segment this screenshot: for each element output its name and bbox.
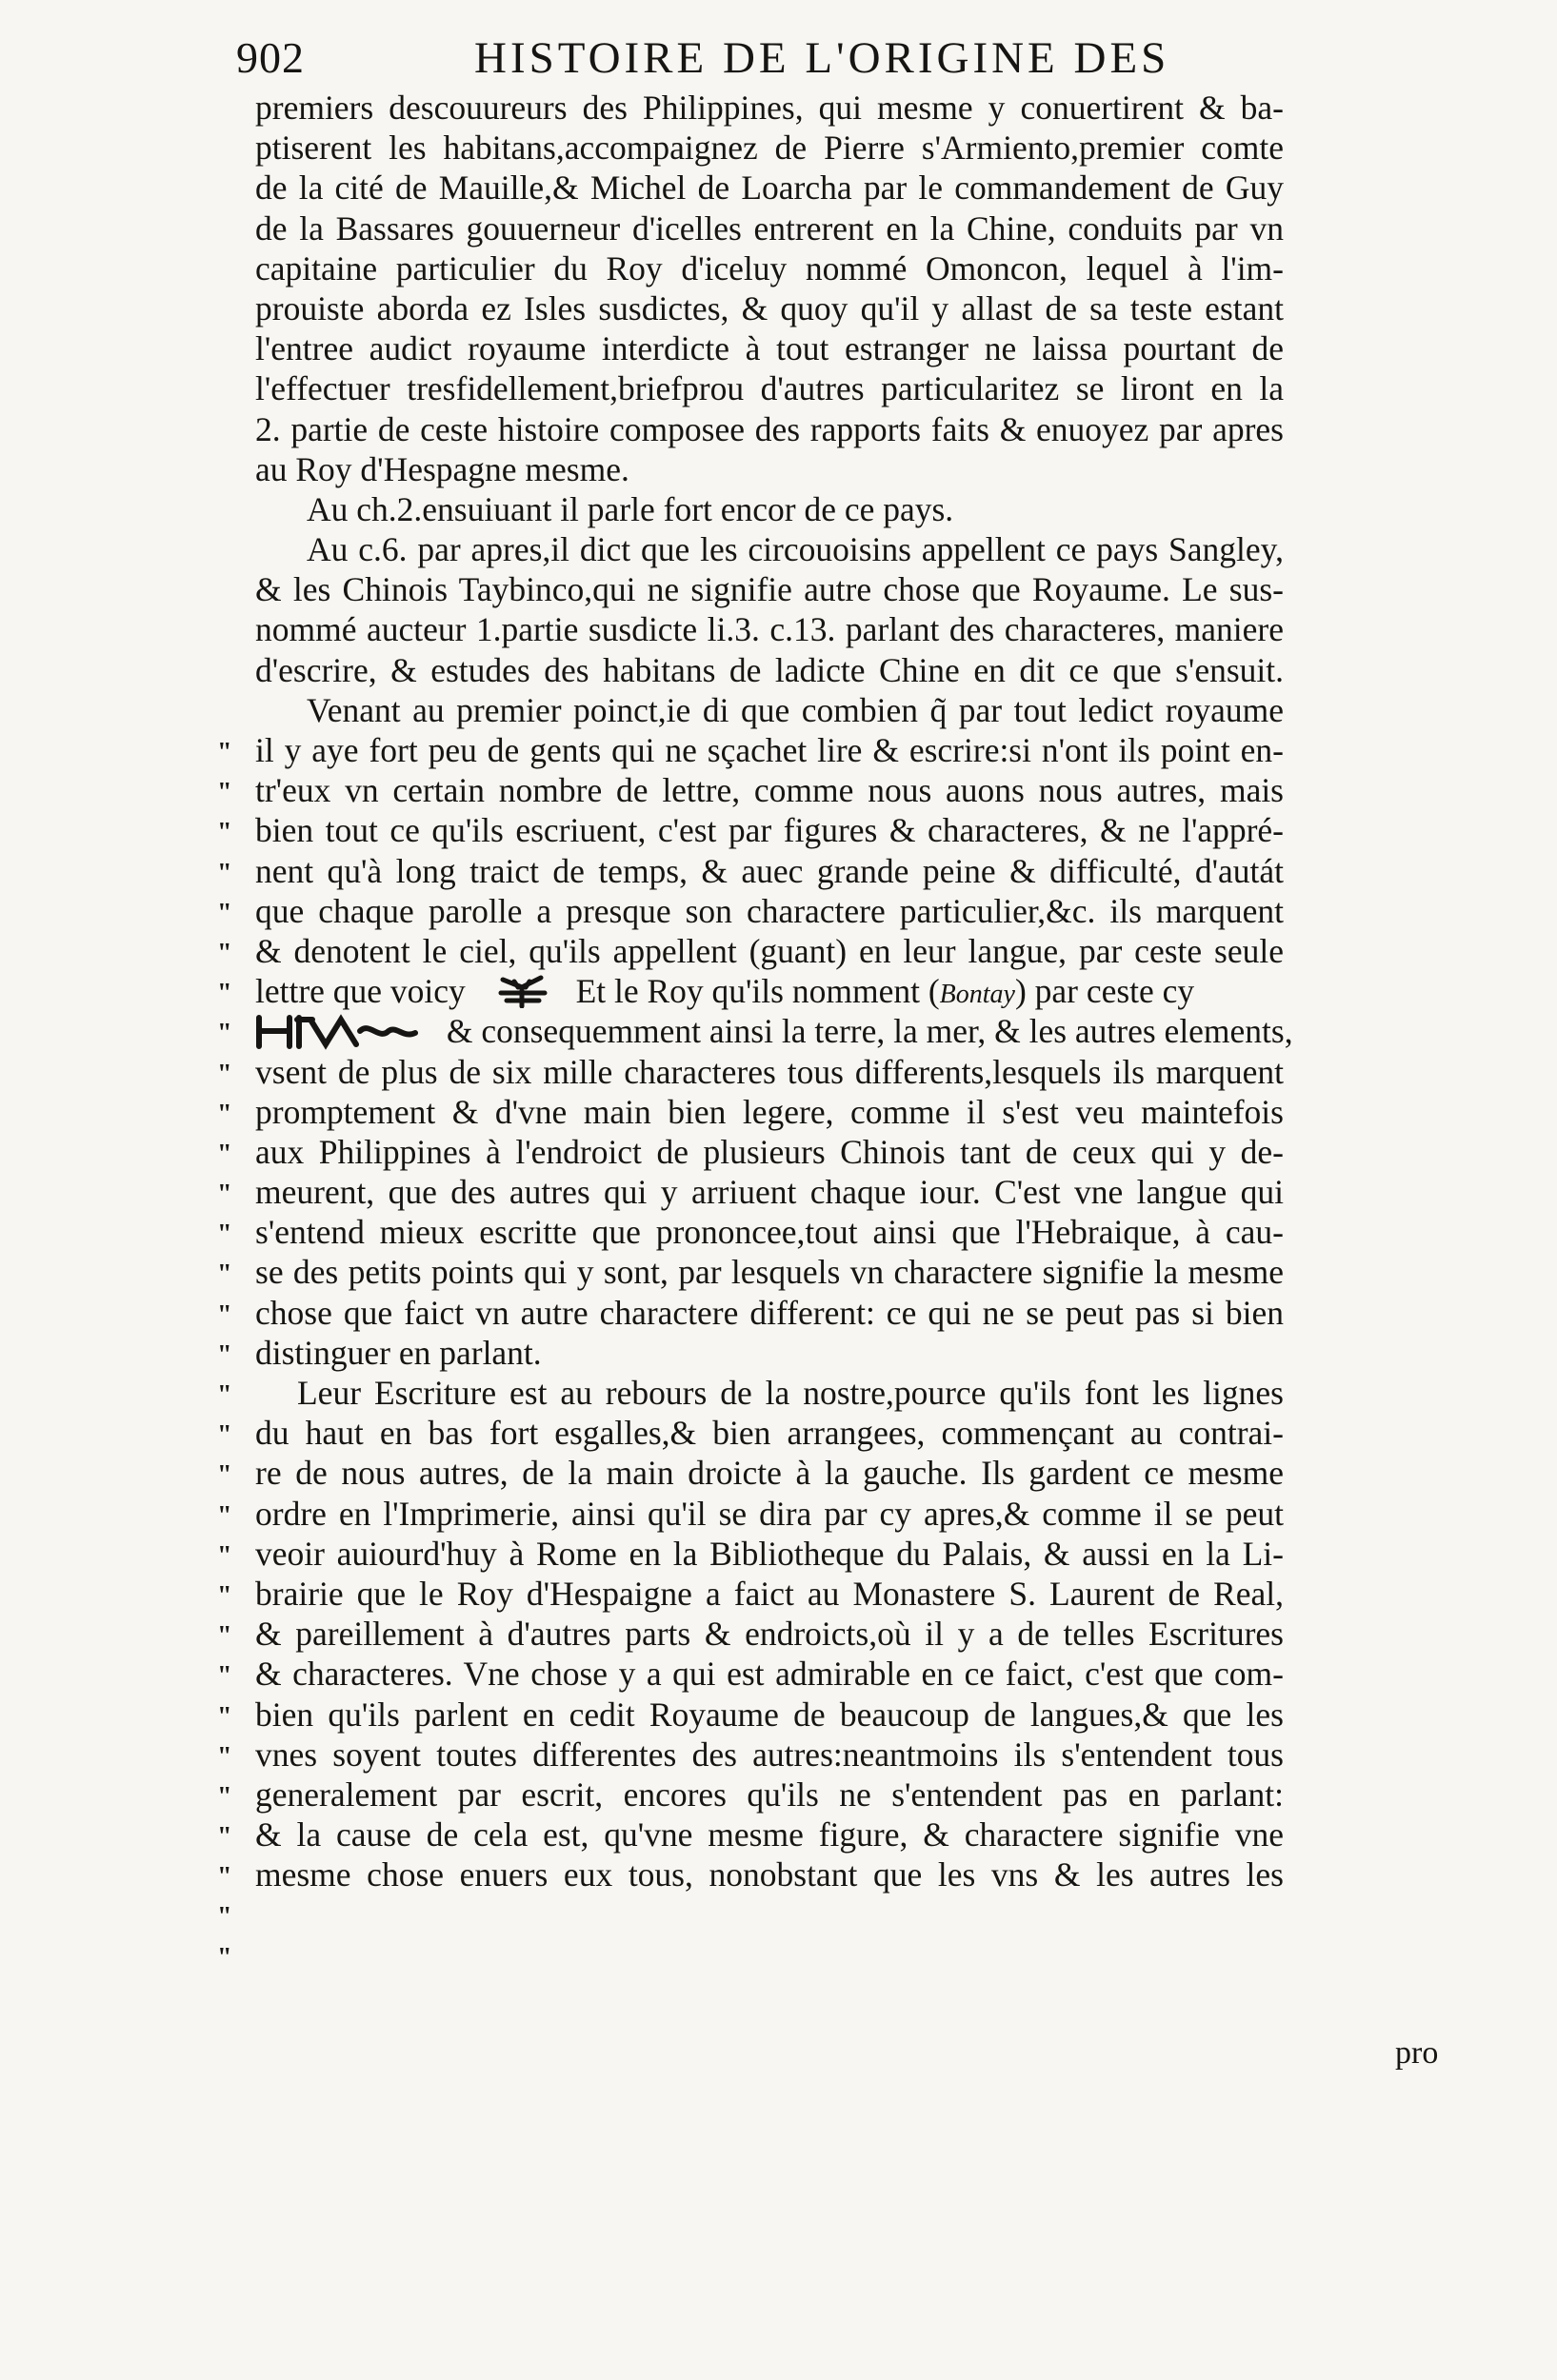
quote-mark: " (217, 1139, 232, 1169)
running-head: HISTOIRE DE L'ORIGINE DES (474, 33, 1170, 83)
text-line: de la Bassares gouuerneur d'icelles entrerent en la Chine, conduits par vn (255, 208, 1284, 248)
text-line: premiers descouureurs des Philippines, qui mesme y conuertirent & ba- (255, 89, 1284, 127)
text-line: & les Chinois Taybinco,qui ne signifie autre chose que Royaume. Le sus- (255, 570, 1284, 609)
quote-mark: " (217, 1180, 232, 1210)
quote-mark: " (217, 778, 232, 808)
text-line: d'escrire, & estudes des habitans de ladicte Chine en dit ce que s'ensuit. (255, 650, 1284, 689)
text-line: l'effectuer tresfidellement,briefprou d'autres particularitez se liront en la (255, 369, 1284, 408)
text-line: vnes soyent toutes differentes des autres:neantmoins ils s'entendent tous (255, 1735, 1284, 1774)
catchword: pro (1395, 2035, 1439, 2071)
quote-mark: " (217, 1701, 232, 1732)
text-line: s'entend mieux escritte que prononcee,tout ainsi que l'Hebraique, à cau- (255, 1213, 1284, 1252)
text-line: se des petits points qui y sont, par lesquels vn charactere signifie la mesme (255, 1253, 1284, 1292)
text-line: aux Philippines à l'endroict de plusieurs Chinois tant de ceux qui y de- (255, 1132, 1284, 1171)
page-number: 902 (236, 33, 305, 82)
text-line: Venant au premier poinct,ie di que combien q̃ par tout ledict royaume (307, 690, 1284, 729)
text-line: & la cause de cela est, qu'vne mesme figure, & charactere signifie vne (255, 1815, 1284, 1854)
text-line: au Roy d'Hespagne mesme. (255, 449, 629, 488)
text-line: chose que faict vn autre charactere different: ce qui ne se peut pas si bien (255, 1293, 1284, 1332)
quote-mark: " (217, 1942, 232, 1973)
text-line: tr'eux vn certain nombre de lettre, comme nous auons nous autres, mais (255, 771, 1284, 810)
text-line: meurent, que des autres qui y arriuent chaque iour. C'est vne langue qui (255, 1173, 1284, 1212)
quote-mark: " (217, 979, 232, 1009)
quote-mark: " (217, 738, 232, 767)
text-line: du haut en bas fort esgalles,& bien arrangees, commençant au contrai- (255, 1414, 1284, 1453)
quote-mark: " (217, 1902, 232, 1933)
text-line: nent qu'à long traict de temps, & auec grande peine & difficulté, d'autát (255, 851, 1284, 890)
text-line: il y aye fort peu de gents qui ne sçachet lire & escrire:si n'ont ils point en- (255, 731, 1284, 769)
quotation-marks-column (217, 733, 255, 1978)
quote-mark: " (217, 1741, 232, 1772)
text-line: 2. partie de ceste histoire composee des rapports faits & enuoyez par apres (255, 409, 1284, 448)
text-line: Leur Escriture est au rebours de la nostre,pource qu'ils font les lignes (297, 1374, 1284, 1412)
quote-mark: " (217, 1099, 232, 1129)
text-line: bien tout ce qu'ils escriuent, c'est par figures & characteres, & ne l'appré- (255, 811, 1284, 850)
text-line: distinguer en parlant. (255, 1333, 542, 1372)
quote-mark: " (217, 1460, 232, 1491)
text-line: & pareillement à d'autres parts & endroicts,où il y a de telles Escritures (255, 1615, 1284, 1654)
text-line (255, 1894, 1284, 1934)
text-line: ordre en l'Imprimerie, ainsi qu'il se dira par cy apres,& comme il se peut (255, 1494, 1284, 1533)
quote-mark: " (217, 1220, 232, 1250)
text-line: l'entree audict royaume interdicte à tout estranger ne laissa pourtant de (255, 329, 1284, 368)
text-line: veoir auiourd'huy à Rome en la Bibliotheque du Palais, & aussi en la Li- (255, 1534, 1284, 1573)
quote-mark: " (217, 1059, 232, 1089)
quote-mark: " (217, 1380, 232, 1410)
text-line: & characteres. Vne chose y a qui est admirable en ce faict, c'est que com- (255, 1655, 1284, 1694)
text-line-with-glyphs (255, 1011, 1293, 1051)
text-line-with-glyphs (255, 971, 1284, 1011)
text-line: vsent de plus de six mille characteres tous differents,lesquels ils marquent (255, 1052, 1284, 1091)
text-line: mesme chose enuers eux tous, nonobstant que les vns & les autres les (255, 1855, 1284, 1894)
quote-mark: " (217, 1862, 232, 1893)
text-line: ptiserent les habitans,accompaignez de Pierre s'Armiento,premier comte (255, 129, 1284, 168)
quote-mark: " (217, 1540, 232, 1571)
quote-mark: " (217, 1259, 232, 1290)
quote-mark: " (217, 898, 232, 928)
text-line: Au c.6. par apres,il dict que les circouoisins appellent ce pays Sangley, (307, 530, 1284, 569)
quote-mark: " (217, 818, 232, 848)
quote-mark: " (217, 1299, 232, 1330)
quote-mark: " (217, 1500, 232, 1531)
text-line: brairie que le Roy d'Hespaigne a faict au Monastere S. Laurent de Real, (255, 1574, 1284, 1613)
text-fragment: & consequemment ainsi la terre, la mer, & les autres elements, (446, 1012, 1293, 1051)
italic-transliteration: Bontay (939, 980, 1015, 1010)
quote-mark: " (217, 1822, 232, 1853)
text-fragment: Et le Roy qu'ils nomment (Bontay) par ceste cy (575, 972, 1195, 1011)
text-line: Au ch.2.ensuiuant il parle fort encor de ce pays. (307, 489, 954, 528)
quote-mark: " (217, 858, 232, 888)
text-line: prouiste aborda ez Isles susdictes, & quoy qu'il y allast de sa teste estant (255, 288, 1284, 327)
quote-mark: " (217, 1420, 232, 1451)
page-header (236, 29, 1293, 86)
body-text (255, 88, 1293, 1935)
quote-mark: " (217, 1580, 232, 1611)
text-line: que chaque parolle a presque son charactere particulier,&c. ils marquent (255, 891, 1284, 930)
quote-mark: " (217, 1339, 232, 1370)
quote-mark: " (217, 1621, 232, 1652)
text-line: promptement & d'vne main bien legere, comme il s'est veu maintefois (255, 1092, 1284, 1131)
text-line: nommé aucteur 1.partie susdicte li.3. c.13. parlant des characteres, maniere (255, 610, 1284, 649)
text-line: generalement par escrit, encores qu'ils ne s'entendent pas en parlant: (255, 1775, 1284, 1814)
quote-mark: " (217, 938, 232, 968)
text-line: bien qu'ils parlent en cedit Royaume de beaucoup de langues,& que les (255, 1695, 1284, 1734)
quote-mark: " (217, 1781, 232, 1812)
quote-mark: " (217, 1661, 232, 1692)
quote-mark: " (217, 1019, 232, 1049)
text-line: de la cité de Mauille,& Michel de Loarcha par le commandement de Guy (255, 169, 1284, 208)
text-line: re de nous autres, de la main droicte à la gauche. Ils gardent ce mesme (255, 1454, 1284, 1493)
text-fragment: lettre que voicy (255, 972, 466, 1011)
text-line: & denotent le ciel, qu'ils appellent (guant) en leur langue, par ceste seule (255, 931, 1284, 970)
text-line: capitaine particulier du Roy d'iceluy nommé Omoncon, lequel à l'im- (255, 248, 1284, 288)
